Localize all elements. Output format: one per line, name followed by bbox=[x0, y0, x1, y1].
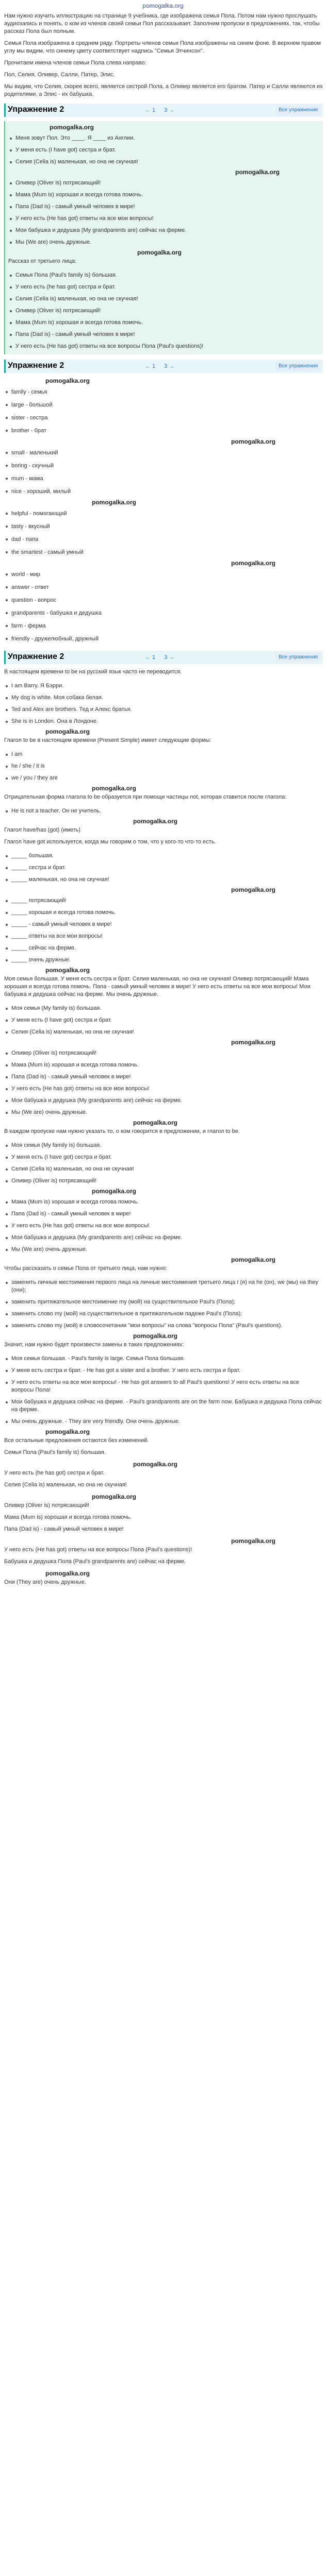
list-item: _____ маленькая, но она не скучная! bbox=[4, 874, 323, 886]
list-item: У него есть (he has got) сестра и брат. bbox=[8, 281, 320, 293]
list-item: Мы (We are) очень дружные. bbox=[8, 236, 320, 248]
final-line: У него есть (He has got) ответы на все вопросы Пола (Paul's questions)! bbox=[4, 1547, 192, 1553]
exercise-title: Упражнение 2 bbox=[8, 652, 64, 661]
list-item: _____ - самый умный человек в мире! bbox=[4, 919, 323, 930]
list-item: Оливер (Oliver is) потрясающий! bbox=[4, 1175, 323, 1187]
list-item: Оливер (Oliver is) потрясающий! bbox=[8, 177, 320, 189]
vocab-item: world - мир bbox=[4, 568, 323, 581]
watermark: pomogalka.org bbox=[45, 377, 90, 384]
intro-p1: Нам нужно изучить иллюстрацию на странице 9 учебника, где изображена семья Пола. Потом нам нужно прослушать аудиозапись и понять, о ком из членов своей семьи Пол рассказывает. Заполним пропуски в предложениях, так, чтобы рассказ Пола был полным. bbox=[4, 13, 320, 35]
watermark: pomogalka.org bbox=[235, 168, 280, 176]
vocab-item: grandparents - бабушка и дедушка bbox=[4, 607, 323, 620]
list-item: I am Barry. Я Бэрри. bbox=[4, 680, 323, 692]
list-item: Мама (Mum is) хорошая и всегда готова помочь. bbox=[8, 317, 320, 329]
vocab-item: family - семья bbox=[4, 386, 323, 399]
watermark: pomogalka.org bbox=[133, 1332, 178, 1340]
vocab-item: large - большой bbox=[4, 399, 323, 412]
list-item: My dog is white. Моя собака белая. bbox=[4, 692, 323, 704]
list-item: _____ потрясающий! bbox=[4, 895, 323, 907]
list-item: we / you / they are bbox=[4, 772, 323, 784]
list-item: заменить личные местоимения первого лица на личные местоимения третьего лица I (я) на he (он), we (мы) на they (они); bbox=[4, 1277, 323, 1296]
vocab-item: boring - скучный bbox=[4, 460, 323, 472]
watermark: pomogalka.org bbox=[45, 1428, 90, 1435]
vocab-item: the smartest - самый умный bbox=[4, 546, 323, 559]
vocab-item: answer - ответ bbox=[4, 581, 323, 594]
grammar-section bbox=[4, 668, 323, 1586]
list-item: _____ ответы на все мои вопросы! bbox=[4, 930, 323, 942]
list-item: Папа (Dad is) - самый умный человек в мире! bbox=[4, 1208, 323, 1220]
list-item: Мои бабушка и дедушка (My grandparents are) сейчас на ферме. bbox=[4, 1095, 323, 1107]
list-item: заменить слово my (мой) на существительное в притяжательном падеже Paul's (Пола); bbox=[4, 1308, 323, 1320]
list-item: Селия (Celia is) маленькая, но она не скучная! bbox=[8, 156, 320, 168]
vocabulary-list bbox=[4, 377, 323, 646]
list-item: Оливер (Oliver is) потрясающий! bbox=[4, 1047, 323, 1059]
final-line: Мама (Mum is) хорошая и всегда готова помочь. bbox=[4, 1514, 132, 1520]
vocab-item: nice - хороший, милый bbox=[4, 485, 323, 498]
vocab-item: dad - папа bbox=[4, 533, 323, 546]
vocab-item: brother - брат bbox=[4, 425, 323, 437]
all-exercises-button[interactable]: Все упражнения bbox=[275, 105, 321, 115]
prev-exercise-link[interactable]: ← 1 bbox=[145, 363, 156, 369]
watermark: pomogalka.org bbox=[92, 785, 137, 792]
grammar-note: Глагол have/has (got) (иметь) bbox=[4, 827, 80, 833]
watermark: pomogalka.org bbox=[92, 1188, 137, 1195]
list-item: Мама (Mum is) хорошая и всегда готова помочь. bbox=[8, 189, 320, 201]
exercise-pager bbox=[145, 363, 182, 370]
watermark: pomogalka.org bbox=[133, 1119, 178, 1126]
list-item: заменить слово my (мой) в словосочетании "мои вопросы" на слова "вопросы Пола" (Paul's questions). bbox=[4, 1320, 323, 1332]
vocab-item: mum - мама bbox=[4, 472, 323, 485]
list-item: Ted and Alex are brothers. Тед и Алекс братья. bbox=[4, 704, 323, 716]
final-line: Семья Пола (Paul's family is) большая. bbox=[4, 1449, 106, 1455]
vocab-item: question - вопрос bbox=[4, 594, 323, 607]
list-item: he / she / it is bbox=[4, 760, 323, 772]
list-item: Селия (Celia is) маленькая, но она не скучная! bbox=[8, 293, 320, 305]
intro-p3: Прочитаем имена членов семьи Пола слева направо: bbox=[4, 60, 146, 66]
grammar-note: Глагол to be в настоящем времени (Present Simple) имеет следующие формы: bbox=[4, 737, 211, 743]
list-item: Моя семья (My family is) большая. bbox=[4, 1003, 323, 1014]
list-item: У меня есть (I have got) сестра и брат. bbox=[4, 1014, 323, 1026]
watermark: pomogalka.org bbox=[50, 124, 94, 131]
vocab-item: helpful - помогающий bbox=[4, 507, 323, 520]
watermark: pomogalka.org bbox=[45, 967, 90, 974]
final-line: Папа (Dad is) - самый умный человек в мире! bbox=[4, 1526, 124, 1532]
list-item: Моя семья большая. - Paul's family is large. Семья Пола большая. bbox=[4, 1353, 323, 1365]
watermark: pomogalka.org bbox=[231, 438, 276, 445]
watermark: pomogalka.org bbox=[133, 1461, 178, 1468]
list-item: У него есть (He has got) ответы на все мои вопросы! bbox=[4, 1220, 323, 1232]
watermark: pomogalka.org bbox=[231, 886, 276, 893]
vocab-item: friendly - дружелюбный, дружный bbox=[4, 633, 323, 646]
next-exercise-link[interactable]: 3 → bbox=[164, 654, 175, 660]
list-item: _____ сестра и брат. bbox=[4, 862, 323, 874]
watermark: pomogalka.org bbox=[92, 1493, 137, 1500]
final-line: У него есть (he has got) сестра и брат. bbox=[4, 1470, 105, 1476]
grammar-note: Моя семья большая. У меня есть сестра и брат. Селия маленькая, но она не скучная! Оливер потрясающий! Мама хорошая и всегда готова помочь. Папа - самый умный человек в мире! У него есть ответы на все мои вопросы! Мои бабушка и дедушка сейчас на ферме. Мы очень дружные. bbox=[4, 976, 311, 997]
exercise-title: Упражнение 2 bbox=[8, 105, 64, 114]
watermark: pomogalka.org bbox=[133, 818, 178, 825]
list-item: Селия (Celia is) маленькая, но она не скучная! bbox=[4, 1026, 323, 1038]
list-item: Мама (Mum is) хорошая и всегда готова помочь. bbox=[4, 1059, 323, 1071]
grammar-note: Значит, нам нужно будет произвести замены в таких предложениях: bbox=[4, 1342, 184, 1348]
list-item: Папа (Dad is) - самый умный человек в мире! bbox=[8, 201, 320, 213]
exercise-pager bbox=[145, 107, 182, 114]
grammar-note: В настоящем времени to be на русский язык часто не переводится. bbox=[4, 669, 182, 675]
list-item: Селия (Celia is) маленькая, но она не скучная! bbox=[4, 1163, 323, 1175]
next-exercise-link[interactable]: 3 → bbox=[164, 107, 175, 113]
grammar-note: Чтобы рассказать о семье Пола от третьего лица, нам нужно: bbox=[4, 1265, 168, 1272]
list-item: Мы (We are) очень дружные. bbox=[4, 1244, 323, 1256]
list-item: Оливер (Oliver is) потрясающий! bbox=[8, 305, 320, 317]
list-item: Семья Пола (Paul's family is) большая. bbox=[8, 269, 320, 281]
list-item: заменить притяжательное местоимение my (мой) на существительное Paul's (Пола); bbox=[4, 1296, 323, 1308]
list-item: Мои бабушка и дедушка (My grandparents are) сейчас на ферме. bbox=[8, 225, 320, 236]
final-line: Они (They are) очень дружные. bbox=[4, 1579, 86, 1585]
watermark: pomogalka.org bbox=[231, 1537, 276, 1545]
list-item: Меня зовут Пол. Это ____. Я ____ из Англии. bbox=[8, 132, 320, 144]
list-item: У него есть ответы на все мои вопросы! - He has got answers to all Paul's questions! У него есть ответы на все вопросы Пола! bbox=[4, 1377, 323, 1396]
vocab-item: small - маленький bbox=[4, 447, 323, 460]
exercise-banner-1 bbox=[4, 104, 323, 117]
list-item: Папа (Dad is) - самый умный человек в мире! bbox=[4, 1071, 323, 1083]
prev-exercise-link[interactable]: ← 1 bbox=[145, 654, 156, 660]
intro-p5: Мы видим, что Селия, скорее всего, является сестрой Пола, а Оливер является его братом. Патер и Салли являются их родителями, а Элис - их бабушка. bbox=[4, 83, 323, 97]
all-exercises-button[interactable]: Все упражнения bbox=[275, 652, 321, 662]
list-item: Моя семья (My family is) большая. bbox=[4, 1140, 323, 1151]
watermark: pomogalka.org bbox=[231, 560, 276, 567]
list-item: Мои бабушка и дедушка сейчас на ферме. - Paul's grandparents are on the farm now. Бабушка и дедушка Пола сейчас на ферме. bbox=[4, 1396, 323, 1416]
answer-box bbox=[4, 121, 323, 354]
list-item: У него есть (He has got) ответы на все вопросы Пола (Paul's questions)! bbox=[8, 341, 320, 352]
exercise-title: Упражнение 2 bbox=[8, 361, 64, 370]
final-line: Бабушка и дедушка Пола (Paul's grandparents are) сейчас на ферме. bbox=[4, 1558, 186, 1565]
list-item: У меня есть (I have got) сестра и брат. bbox=[8, 144, 320, 156]
list-item: She is in London. Она в Лондоне. bbox=[4, 716, 323, 727]
list-item: I am bbox=[4, 749, 323, 760]
list-item: Мои бабушка и дедушка (My grandparents are) сейчас на ферме. bbox=[4, 1232, 323, 1244]
list-item: Мы (We are) очень дружные. bbox=[4, 1107, 323, 1118]
watermark: pomogalka.org bbox=[92, 499, 137, 506]
list-item: У него есть (He has got) ответы на все мои вопросы! bbox=[8, 213, 320, 225]
list-item: У меня есть сестра и брат. - He has got a sister and a brother. У него есть сестра и брат. bbox=[4, 1365, 323, 1377]
intro-p2: Семья Пола изображена в среднем ряду. Портреты членов семьи Пола изображены на синем фоне. В верхнем правом углу мы видим, что синему цвету соответствует надпись "Семья Этчинсон". bbox=[4, 40, 321, 54]
list-item: Мы очень дружные. - They are very friendly. Они очень дружные. bbox=[4, 1416, 323, 1428]
watermark: pomogalka.org bbox=[45, 1570, 90, 1577]
watermark: pomogalka.org bbox=[45, 728, 90, 735]
site-domain[interactable]: pomogalka.org bbox=[142, 2, 184, 9]
vocab-item: sister - сестра bbox=[4, 412, 323, 425]
grammar-note: Глагол have got используется, когда мы говорим о том, что у кого-то что-то есть. bbox=[4, 839, 216, 845]
intro-p4: Пол, Селия, Оливер, Салли, Патер, Элис. bbox=[4, 72, 115, 78]
list-item: _____ сейчас на ферме. bbox=[4, 942, 323, 954]
list-item: У него есть (He has got) ответы на все мои вопросы! bbox=[4, 1083, 323, 1095]
vocab-item: farm - ферма bbox=[4, 620, 323, 633]
list-item: _____ большая. bbox=[4, 850, 323, 862]
vocab-item: tasty - вкусный bbox=[4, 520, 323, 533]
prev-exercise-link[interactable]: ← 1 bbox=[145, 107, 156, 113]
grammar-note: Все остальные предложения остаются без изменений. bbox=[4, 1437, 149, 1444]
next-exercise-link[interactable]: 3 → bbox=[164, 363, 175, 369]
watermark: pomogalka.org bbox=[137, 249, 182, 256]
article bbox=[0, 12, 326, 1586]
exercise-pager bbox=[145, 654, 182, 662]
all-exercises-button[interactable]: Все упражнения bbox=[275, 361, 321, 371]
list-item: _____ хорошая и всегда готова помочь. bbox=[4, 907, 323, 919]
exercise-banner-2 bbox=[4, 360, 323, 373]
final-line: Оливер (Oliver is) потрясающий! bbox=[4, 1502, 90, 1509]
box-subtitle: Рассказ от третьего лица: bbox=[8, 258, 76, 264]
grammar-note: В каждом пропуске нам нужно указать то, о ком говорится в предложении, и глагол to be. bbox=[4, 1128, 240, 1134]
watermark: pomogalka.org bbox=[231, 1256, 276, 1263]
grammar-note: Отрицательная форма глагола to be образуется при помощи частицы not, которая ставится после глагола: bbox=[4, 794, 287, 800]
exercise-banner-3 bbox=[4, 651, 323, 664]
final-line: Селия (Celia is) маленькая, но она не скучная! bbox=[4, 1482, 127, 1488]
list-item: Папа (Dad is) - самый умный человек в мире! bbox=[8, 329, 320, 341]
list-item: Мама (Mum is) хорошая и всегда готова помочь. bbox=[4, 1196, 323, 1208]
list-item: У меня есть (I have got) сестра и брат. bbox=[4, 1151, 323, 1163]
list-item: He is not a teacher. Он не учитель. bbox=[4, 805, 323, 817]
watermark: pomogalka.org bbox=[231, 1039, 276, 1046]
list-item: _____ очень дружные. bbox=[4, 954, 323, 966]
